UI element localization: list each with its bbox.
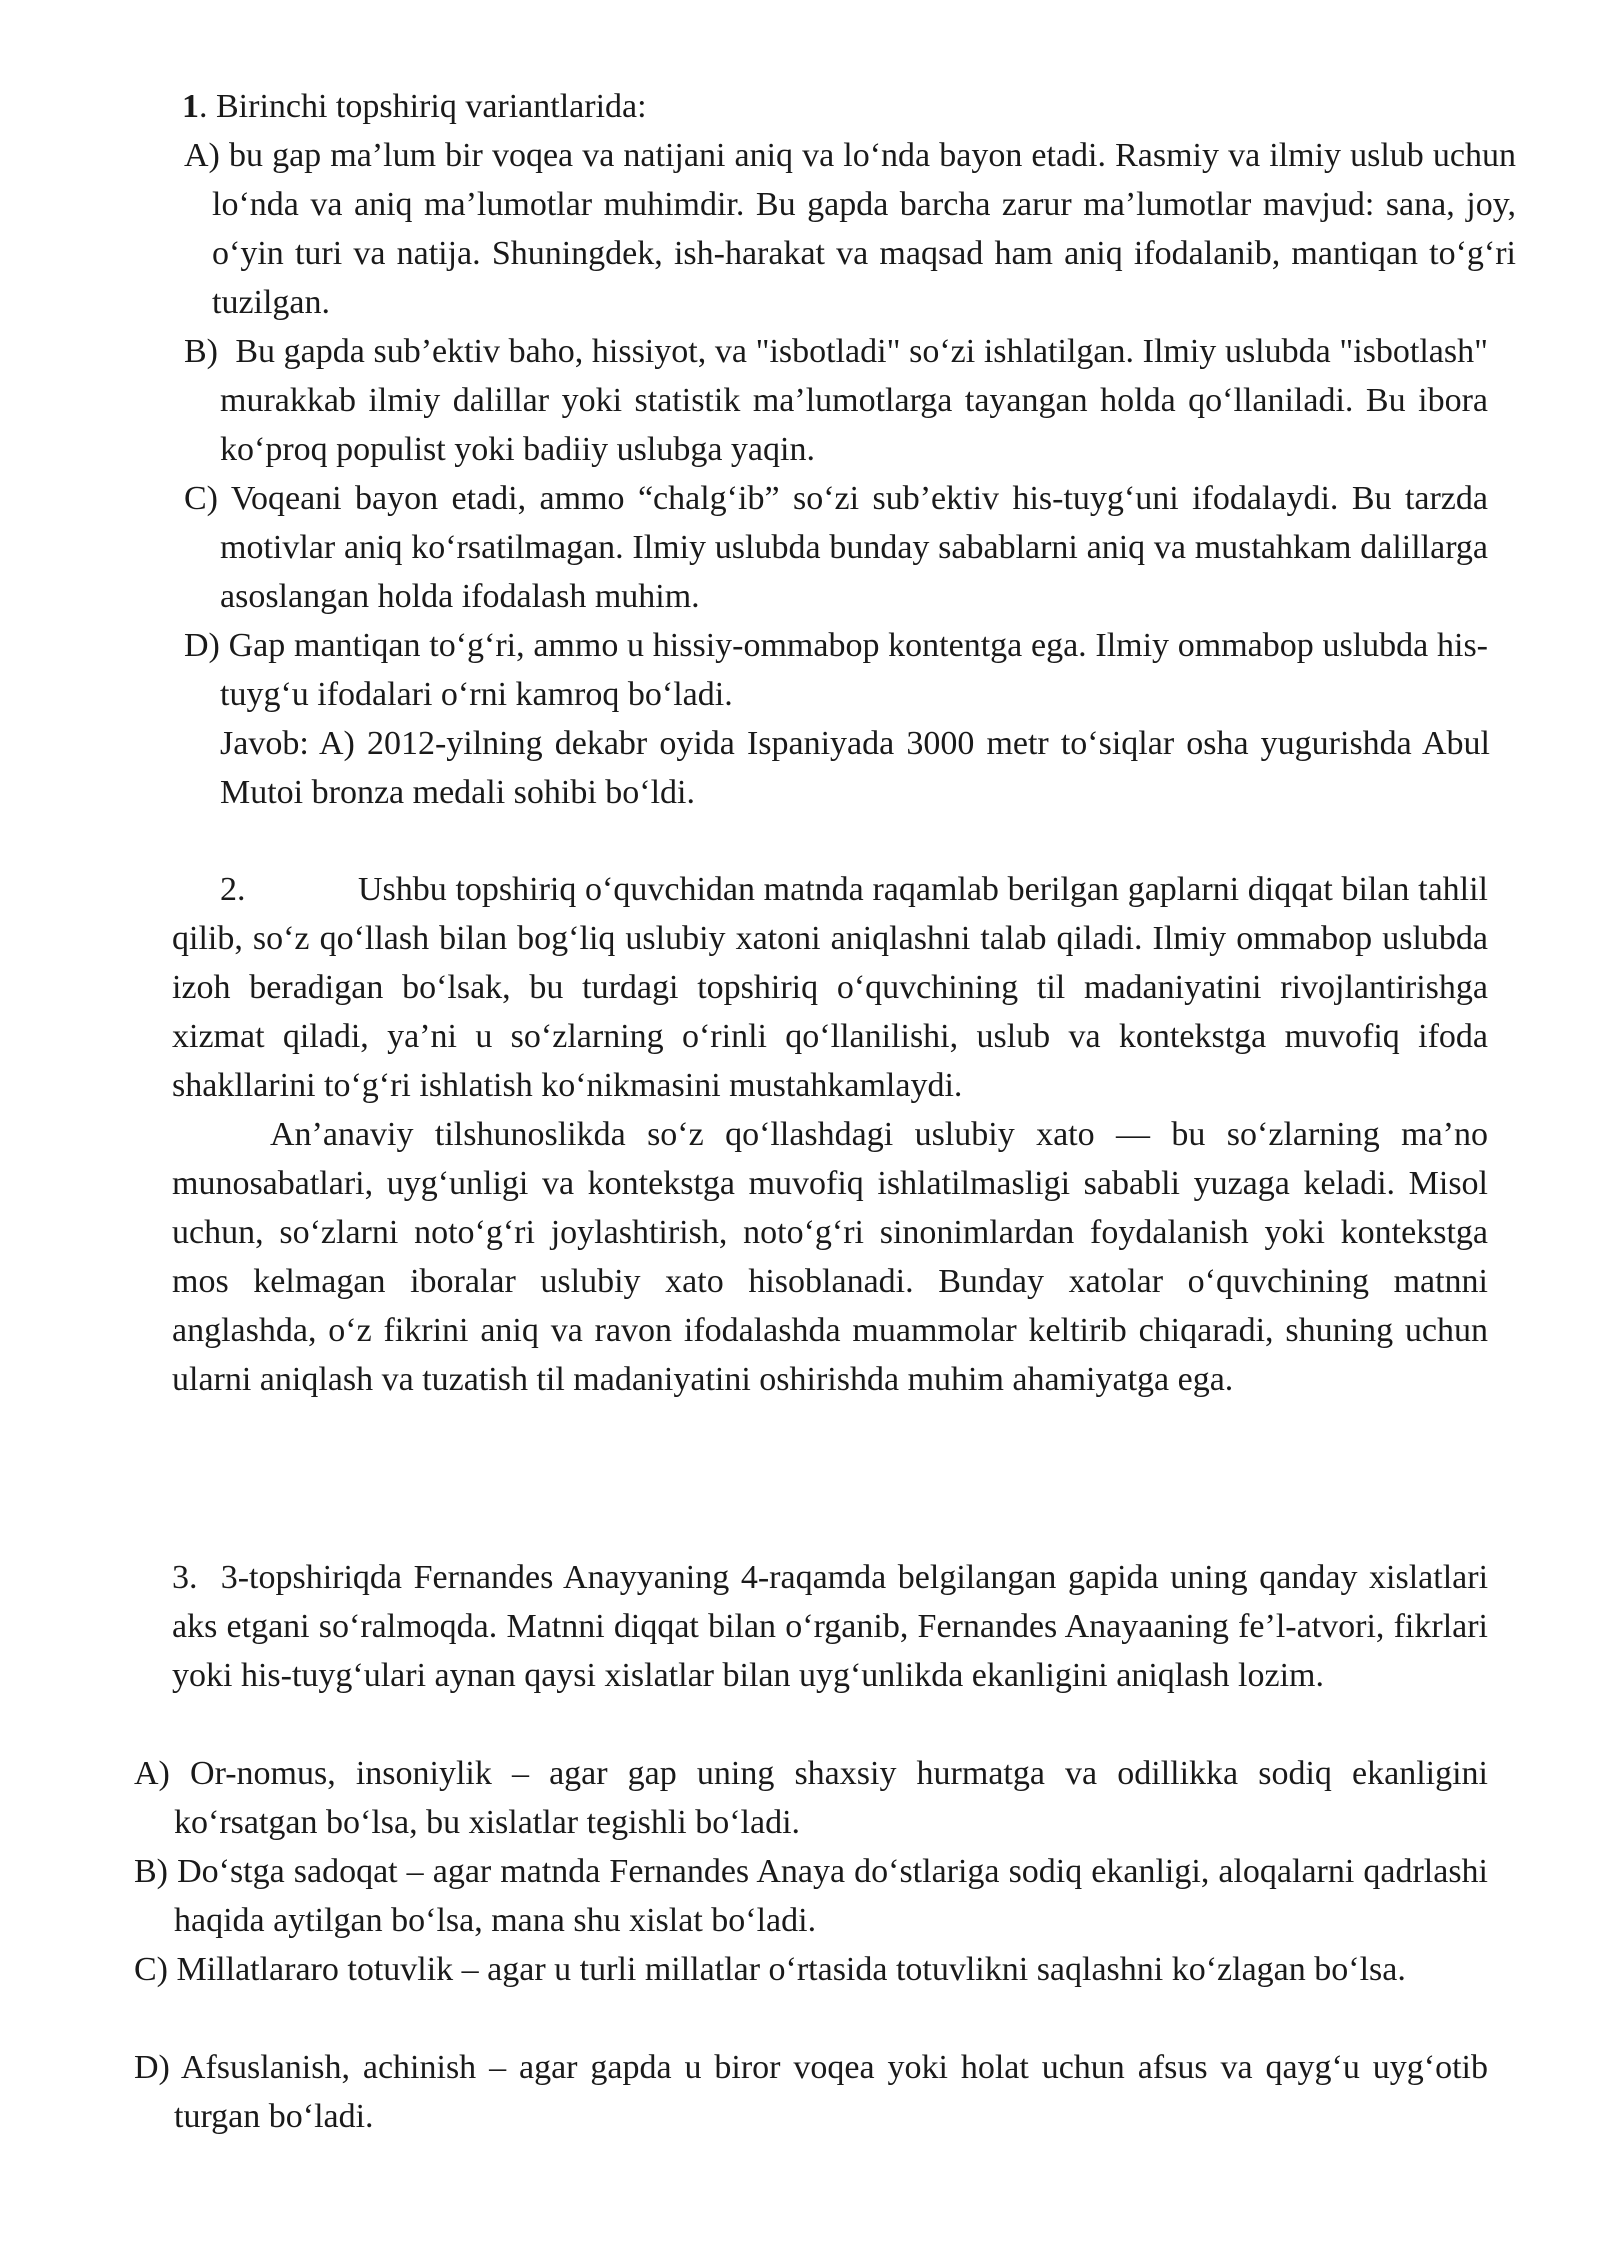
option-text: Do‘stga sadoqat – agar matnda Fernandes Anaya do‘stlariga sodiq ekanligi, aloqalarni qadrlashi haqida aytilgan bo‘lsa, mana shu xislat bo‘ladi. xyxy=(174,1853,1488,1939)
option-label: B) xyxy=(184,333,218,370)
section3-lead-text: 3-topshiriqda Fernandes Anayyaning 4-raqamda belgilangan gapida uning qanday xislatlari aks etgani so‘ralmoqda. Matnni diqqat bilan o‘rganib, Fernandes Anayaaning fe’l-atvori, fikrlari yoki his-tuyg‘ulari aynan qaysi xislatlar bilan uyg‘unlikda ekanligini aniqlash lozim. xyxy=(172,1559,1489,1694)
section3-option-d xyxy=(134,2043,1488,2141)
option-text: Bu gapda sub’ektiv baho, hissiyot, va "isbotladi" so‘zi ishlatilgan. Ilmiy uslubda "isbotlash" murakkab ilmiy dalillar yoki statistik ma’lumotlarga tayangan holda qo‘llaniladi. Bu ibora ko‘proq populist yoki badiiy uslubga yaqin. xyxy=(220,333,1489,468)
section1-option-b xyxy=(184,327,1488,474)
section3-lead xyxy=(172,1553,1488,1700)
option-text: Millatlararo totuvlik – agar u turli millatlar o‘rtasida totuvlikni saqlashni ko‘zlagan bo‘lsa. xyxy=(176,1951,1406,1988)
option-text: Gap mantiqan to‘g‘ri, ammo u hissiy-ommabop kontentga ega. Ilmiy ommabop uslubda his-tuyg‘u ifodalari o‘rni kamroq bo‘ladi. xyxy=(220,627,1488,713)
option-label: D) xyxy=(184,627,220,664)
section1-option-a xyxy=(184,131,1516,327)
section2-text: Ushbu topshiriq o‘quvchidan matnda raqamlab berilgan gaplarni diqqat bilan tahlil qilib, so‘z qo‘llash bilan bog‘liq uslubiy xatoni aniqlashni talab qiladi. Ilmiy ommabop uslubda izoh beradigan bo‘lsak, bu turdagi topshiriq o‘quvchining til madaniyatini rivojlantirishga xizmat qiladi, ya’ni u so‘zlarning o‘rinli qo‘llanilishi, uslub va kontekstga muvofiq ifoda shakllarini to‘g‘ri ishlatish ko‘nikmasini mustahkamlaydi. xyxy=(172,871,1488,1104)
section1-option-c xyxy=(184,474,1488,621)
section1-option-d xyxy=(184,621,1488,719)
option-label: B) xyxy=(134,1853,168,1890)
option-label: A) xyxy=(134,1755,170,1792)
option-label: D) xyxy=(134,2049,170,2086)
section3-option-c xyxy=(134,1945,1488,1994)
section2-paragraph-2: An’anaviy tilshunoslikda so‘z qo‘llashdagi uslubiy xato — bu so‘zlarning ma’no munosabatlari, uyg‘unligi va kontekstga muvofiq ishlatilmasligi sababli yuzaga keladi. Misol uchun, so‘zlarni noto‘g‘ri joylashtirish, noto‘g‘ri sinonimlardan foydalanish yoki kontekstga mos kelmagan iboralar uslubiy xato hisoblanadi. Bunday xatolar o‘quvchining matnni anglashda, o‘z fikrini aniq va ravon ifodalashda muammolar keltirib chiqaradi, shuning uchun ularni aniqlash va tuzatish til madaniyatini oshirishda muhim ahamiyatga ega. xyxy=(172,1116,1488,1398)
section1-number: 1 xyxy=(182,88,199,125)
section1-heading xyxy=(182,82,1482,131)
section2-paragraph-1 xyxy=(172,865,1488,1110)
section2 xyxy=(172,865,1488,1404)
option-text: Voqeani bayon etadi, ammo “chalg‘ib” so‘zi sub’ektiv his-tuyg‘uni ifodalaydi. Bu tarzda motivlar aniq ko‘rsatilmagan. Ilmiy uslubda bunday sabablarni aniq va mustahkam dalillarga asoslangan holda ifodalash muhim. xyxy=(220,480,1488,615)
section3-option-b xyxy=(134,1847,1488,1945)
option-text: Afsuslanish, achinish – agar gapda u biror voqea yoki holat uchun afsus va qayg‘u uyg‘otib turgan bo‘ladi. xyxy=(174,2049,1488,2135)
section1-answer: Javob: A) 2012-yilning dekabr oyida Ispaniyada 3000 metr to‘siqlar osha yugurishda Abul Mutoi bronza medali sohibi bo‘ldi. xyxy=(220,725,1490,811)
section3-number: 3. xyxy=(172,1559,198,1596)
section3-option-a xyxy=(134,1749,1488,1847)
option-label: C) xyxy=(134,1951,168,1988)
option-label: A) xyxy=(184,137,220,174)
section2-number: 2. xyxy=(220,871,246,908)
option-text: Or-nomus, insoniylik – agar gap uning shaxsiy hurmatga va odillikka sodiq ekanligini ko‘rsatgan bo‘lsa, bu xislatlar tegishli bo‘ladi. xyxy=(174,1755,1489,1841)
option-text: bu gap ma’lum bir voqea va natijani aniq va lo‘nda bayon etadi. Rasmiy va ilmiy uslub uchun lo‘nda va aniq ma’lumotlar muhimdir. Bu gapda barcha zarur ma’lumotlar mavjud: sana, joy, o‘yin turi va natija. Shuningdek, ish-harakat va maqsad ham aniq ifodalanib, mantiqan to‘g‘ri tuzilgan. xyxy=(212,137,1516,321)
section1-heading-text: . Birinchi topshiriq variantlarida: xyxy=(199,88,647,125)
section3 xyxy=(172,1553,1488,1700)
option-label: C) xyxy=(184,480,218,517)
